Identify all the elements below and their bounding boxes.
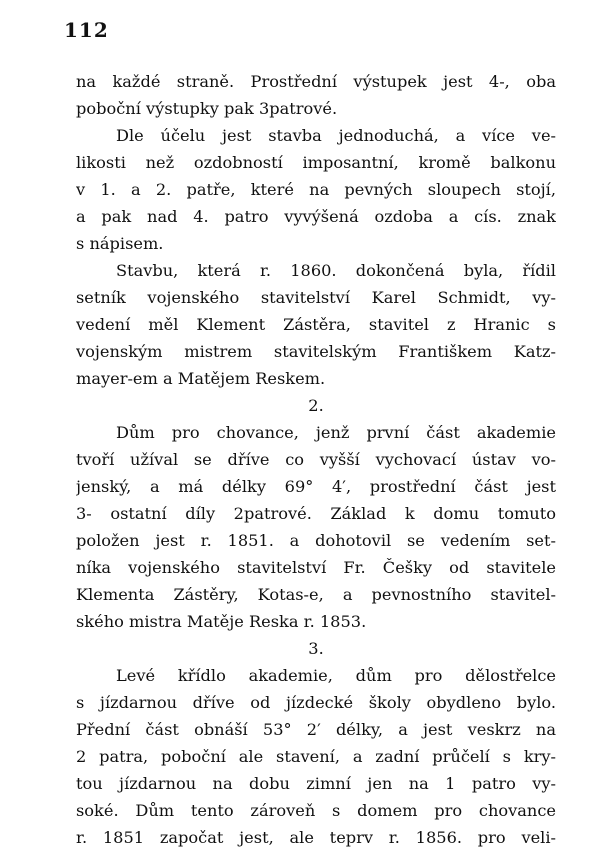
text-line: 3- ostatní díly 2patrové. Základ k domu tomuto <box>76 504 556 523</box>
text-line: v 1. a 2. patře, které na pevných sloupech stojí, <box>76 180 556 199</box>
text-line: Levé křídlo akademie, dům pro dělostřelce <box>116 666 556 685</box>
text-line: tvoří užíval se dříve co vyšší vychovací ústav vo- <box>76 450 556 469</box>
text-line: na každé straně. Prostřední výstupek jest 4-, oba <box>76 72 556 91</box>
text-line: soké. Dům tento zároveň s domem pro chovance <box>76 801 556 820</box>
text-line: mayer-em a Matějem Reskem. <box>76 369 326 388</box>
text-line: likosti než ozdobností imposantní, kromě balkonu <box>76 153 556 172</box>
section-number: 3. <box>308 639 324 658</box>
text-line: níka vojenského stavitelství Fr. Češky od stavitele <box>76 558 556 577</box>
text-line: Dle účelu jest stavba jednoduchá, a více ve- <box>116 126 556 145</box>
text-line: setník vojenského stavitelství Karel Schmidt, vy- <box>76 288 556 307</box>
section-number: 2. <box>308 396 324 415</box>
text-line: vojenským mistrem stavitelským Františkem Katz- <box>76 342 556 361</box>
text-line: poboční výstupky pak 3patrové. <box>76 99 338 118</box>
page-number: 112 <box>64 18 109 42</box>
text-line: ského mistra Matěje Reska r. 1853. <box>76 612 367 631</box>
text-line: a pak nad 4. patro vyvýšená ozdoba a cís. znak <box>76 207 556 226</box>
text-line: tou jízdarnou na dobu zimní jen na 1 patro vy- <box>76 774 556 793</box>
text-line: s jízdarnou dříve od jízdecké školy obydleno bylo. <box>76 693 556 712</box>
text-line: položen jest r. 1851. a dohotovil se vedením set- <box>76 531 556 550</box>
text-line: Přední část obnáší 53° 2′ délky, a jest veskrz na <box>76 720 556 739</box>
text-line: Stavbu, která r. 1860. dokončená byla, řídil <box>116 261 556 280</box>
text-line: vedení měl Klement Zástěra, stavitel z Hranic s <box>76 315 556 334</box>
text-line: r. 1851 započat jest, ale teprv r. 1856. pro veli- <box>76 828 556 847</box>
text-line: Dům pro chovance, jenž první část akademie <box>116 423 556 442</box>
text-line: s nápisem. <box>76 234 164 253</box>
text-line: 2 patra, poboční ale stavení, a zadní průčelí s kry- <box>76 747 556 766</box>
text-line: Klementa Zástěry, Kotas-e, a pevnostního stavitel- <box>76 585 556 604</box>
body-text <box>76 68 556 851</box>
text-line: jenský, a má délky 69° 4′, prostřední část jest <box>76 477 556 496</box>
